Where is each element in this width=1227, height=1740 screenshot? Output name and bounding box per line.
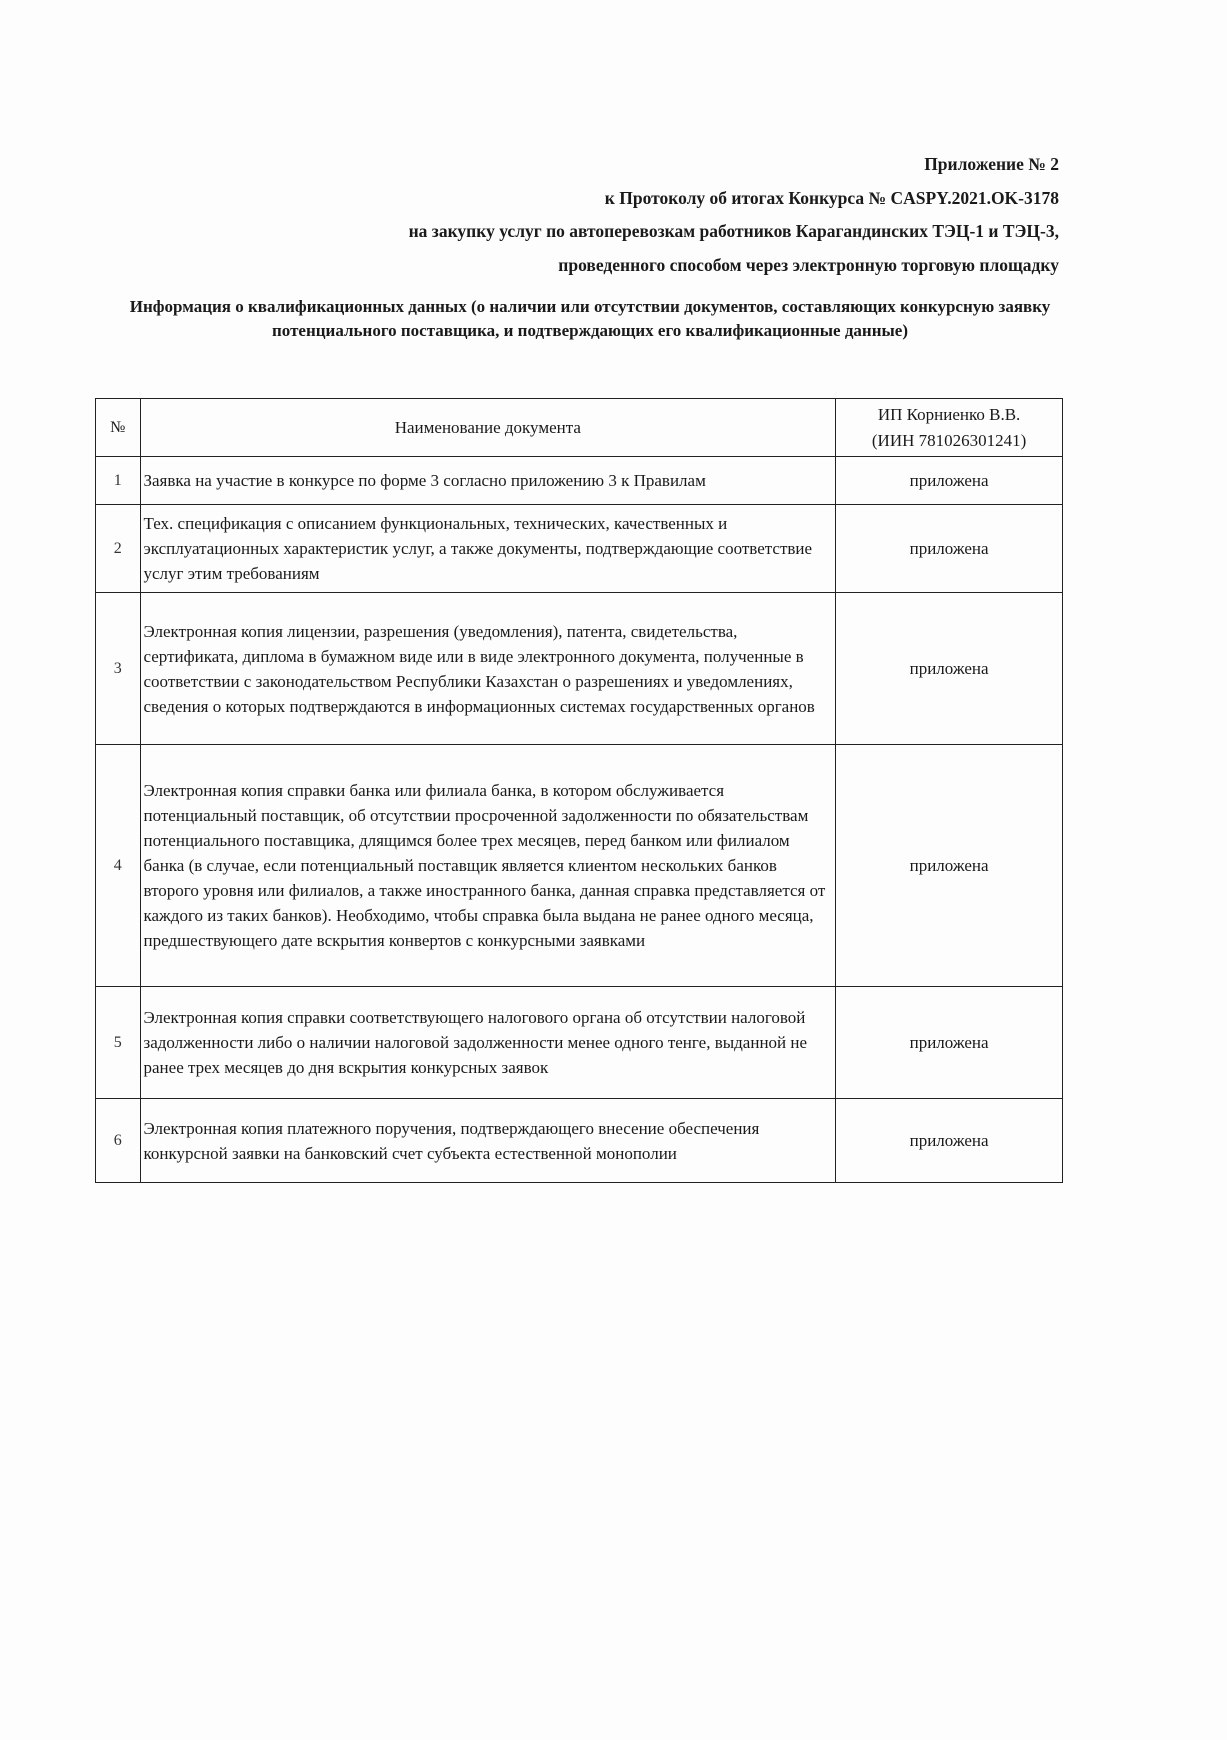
row-number: 1 — [96, 457, 141, 505]
row-document-name: Электронная копия лицензии, разрешения (уведомления), патента, свидетельства, сертификата, диплома в бумажном виде или в виде электронного документа, полученные в соответствии с законодательством Республики Казахстан о разрешениях и уведомлениях, сведения о которых подтверждаются в информационных системах государственных органов — [140, 593, 836, 745]
protocol-reference: к Протоколу об итогах Конкурса № CASPY.2021.OK-3178 — [604, 188, 1059, 208]
procurement-method: проведенного способом через электронную торговую площадку — [558, 255, 1059, 275]
procurement-subject: на закупку услуг по автоперевозкам работников Карагандинских ТЭЦ-1 и ТЭЦ-3, — [408, 221, 1059, 241]
row-document-name: Электронная копия платежного поручения, подтверждающего внесение обеспечения конкурсной заявки на банковский счет субъекта естественной монополии — [140, 1099, 836, 1183]
table-row — [96, 593, 1063, 745]
row-number: 5 — [96, 987, 141, 1099]
table-row — [96, 1099, 1063, 1183]
table-header-row — [96, 399, 1063, 457]
header-number: № — [96, 399, 141, 457]
row-document-name: Электронная копия справки соответствующего налогового органа об отсутствии налоговой задолженности либо о наличии налоговой задолженности менее одного тенге, выданной не ранее трех месяцев до дня вскрытия конкурсных заявок — [140, 987, 836, 1099]
qualification-table — [95, 398, 1063, 1183]
supplier-iin: (ИИН 781026301241) — [871, 430, 1027, 450]
appendix-number: Приложение № 2 — [924, 154, 1059, 174]
row-status: приложена — [836, 745, 1063, 987]
document-title: Информация о квалификационных данных (о наличии или отсутствии документов, составляющих конкурсную заявку потенциального поставщика, и подтверждающих его квалификационные данные) — [129, 297, 1051, 340]
table-row — [96, 745, 1063, 987]
row-number: 6 — [96, 1099, 141, 1183]
row-document-name: Электронная копия справки банка или филиала банка, в котором обслуживается потенциальный поставщик, об отсутствии просроченной задолженности по обязательствам потенциального поставщика, длящимся более трех месяцев, перед банком или филиалом банка (в случае, если потенциальный поставщик является клиентом нескольких банков второго уровня или филиалов, а также иностранного банка, данная справка представляется от каждого из таких банков). Необходимо, чтобы справка была выдана не ранее одного месяца, предшествующего дате вскрытия конвертов с конкурсными заявками — [140, 745, 836, 987]
table-row — [96, 987, 1063, 1099]
row-status: приложена — [836, 457, 1063, 505]
row-number: 2 — [96, 505, 141, 593]
row-number: 3 — [96, 593, 141, 745]
table-row — [96, 505, 1063, 593]
row-status: приложена — [836, 1099, 1063, 1183]
header-supplier — [836, 399, 1063, 457]
header-document-name: Наименование документа — [140, 399, 836, 457]
row-document-name: Заявка на участие в конкурсе по форме 3 согласно приложению 3 к Правилам — [140, 457, 836, 505]
table-row — [96, 457, 1063, 505]
row-document-name: Тех. спецификация с описанием функциональных, технических, качественных и эксплуатационных характеристик услуг, а также документы, подтверждающие соответствие услуг этим требованиям — [140, 505, 836, 593]
row-number: 4 — [96, 745, 141, 987]
row-status: приложена — [836, 987, 1063, 1099]
row-status: приложена — [836, 505, 1063, 593]
appendix-header — [159, 150, 1059, 279]
row-status: приложена — [836, 593, 1063, 745]
supplier-name: ИП Корниенко В.В. — [877, 404, 1021, 424]
